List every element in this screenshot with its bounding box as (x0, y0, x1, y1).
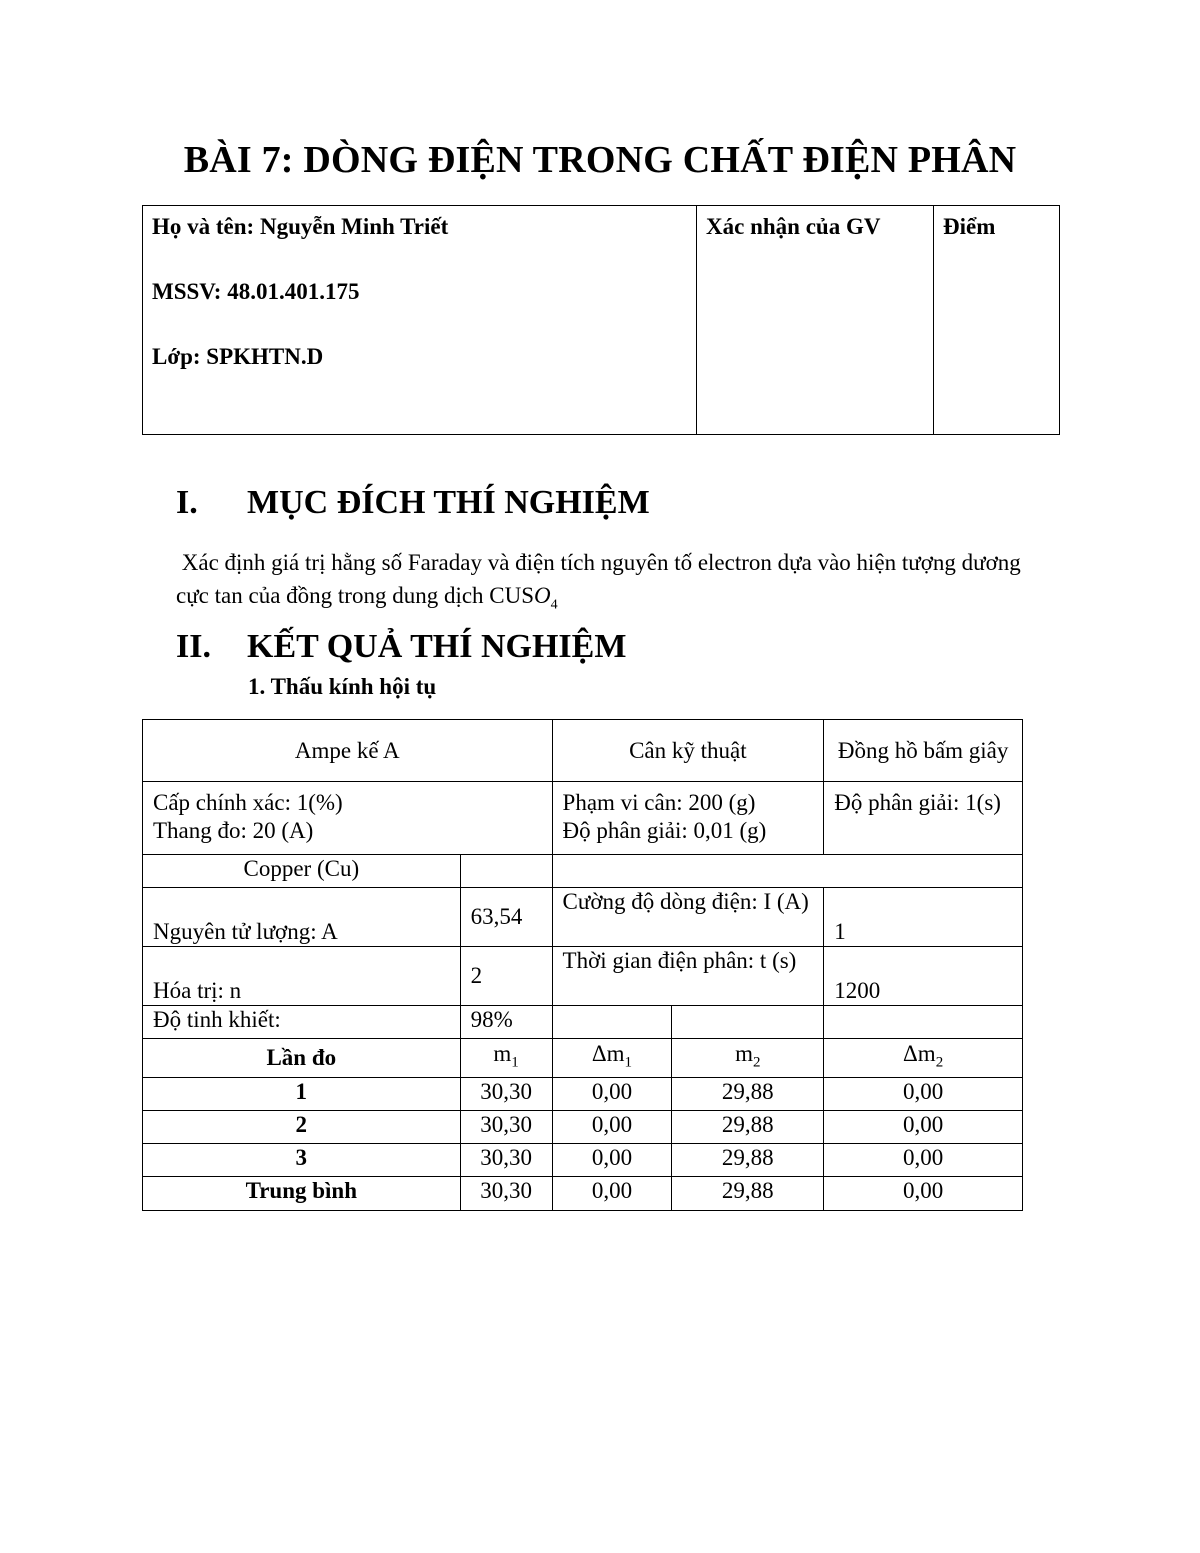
atomic-mass-label: Nguyên tử lượng: A (143, 888, 461, 947)
table-row: Trung bình 30,30 0,00 29,88 0,00 (143, 1177, 1023, 1211)
atomic-mass-value: 63,54 (460, 888, 552, 947)
student-info-table (142, 205, 1060, 435)
purpose-paragraph (176, 546, 1056, 622)
purpose-text: Xác định giá trị hằng số Faraday và điện tích nguyên tố electron dựa vào hiện tượng dương cực tan của đồng trong dung dịch CUS (176, 550, 1021, 608)
current-value: 1 (824, 888, 1023, 947)
col-m1-header: $m_1$ (460, 1039, 552, 1078)
subsection-title: 1. Thấu kính hội tụ (248, 674, 437, 699)
ammeter-header: Ampe kế A (143, 720, 553, 782)
copper-label: Copper (Cu) (143, 855, 461, 888)
table-row: 2 30,30 0,00 29,88 0,00 (143, 1111, 1023, 1144)
table-row: 1 30,30 0,00 29,88 0,00 (143, 1078, 1023, 1111)
time-value: 1200 (824, 947, 1023, 1006)
student-name: Họ và tên: Nguyễn Minh Triết (152, 214, 449, 239)
student-info-cell (143, 206, 697, 435)
section-number: I. (176, 484, 198, 521)
purity-label: Độ tinh khiết: (143, 1006, 461, 1039)
page-title: BÀI 7: DÒNG ĐIỆN TRONG CHẤT ĐIỆN PHÂN (183, 139, 1017, 181)
ammeter-spec: Cấp chính xác: 1(%) Thang đo: 20 (A) (143, 782, 553, 855)
student-id: MSSV: 48.01.401.175 (152, 279, 360, 304)
score-label: Điểm (943, 214, 996, 239)
balance-header: Cân kỹ thuật (552, 720, 824, 782)
valence-value: 2 (460, 947, 552, 1006)
current-label: Cường độ dòng điện: I (A) (552, 888, 824, 947)
section-title: KẾT QUẢ THÍ NGHIỆM (247, 628, 627, 665)
col-dm1-header: $\Delta m_1$ (552, 1039, 672, 1078)
formula-sub: 4 (550, 597, 558, 613)
col-m2-header: $m_2$ (672, 1039, 824, 1078)
stopwatch-header: Đồng hồ bấm giây (824, 720, 1023, 782)
purity-value: 98% (460, 1006, 552, 1039)
section-title: MỤC ĐÍCH THÍ NGHIỆM (247, 484, 650, 521)
score-cell (934, 206, 1060, 435)
time-label: Thời gian điện phân: t (s) (552, 947, 824, 1006)
valence-label: Hóa trị: n (143, 947, 461, 1006)
results-table (142, 719, 1023, 1211)
stopwatch-spec: Độ phân giải: 1(s) (824, 782, 1023, 855)
formula-o: O (534, 583, 551, 608)
teacher-confirm-cell (697, 206, 934, 435)
table-row: 3 30,30 0,00 29,88 0,00 (143, 1144, 1023, 1177)
col-trial-header: Lần đo (143, 1039, 461, 1078)
student-class: Lớp: SPKHTN.D (152, 344, 324, 369)
col-dm2-header: $\Delta m_2$ (824, 1039, 1023, 1078)
teacher-confirm-label: Xác nhận của GV (706, 214, 881, 239)
balance-spec: Phạm vi cân: 200 (g) Độ phân giải: 0,01 (g) (552, 782, 824, 855)
section-number: II. (176, 628, 211, 665)
